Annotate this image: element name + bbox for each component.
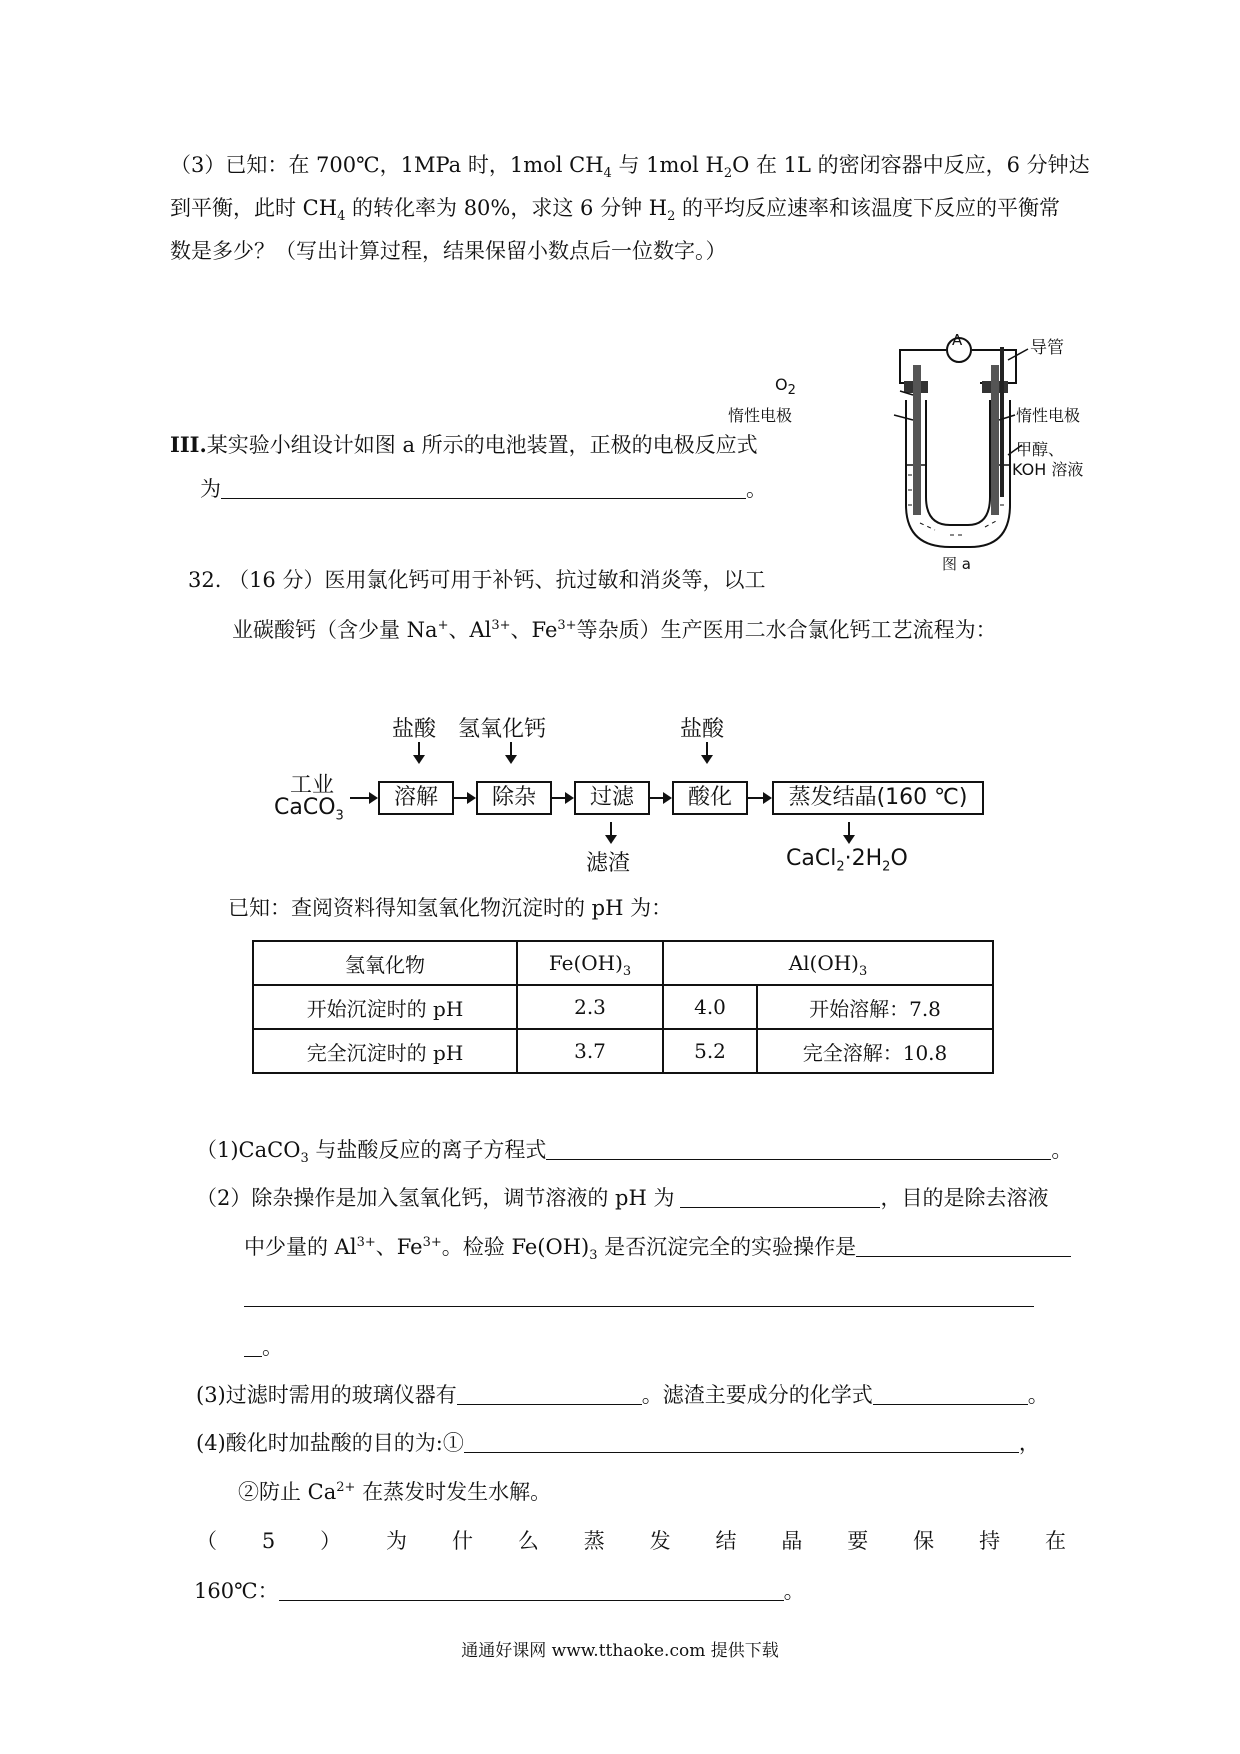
arrow-right-4 <box>648 797 670 799</box>
ph-table <box>252 940 994 1074</box>
part-iii-line2: 为 。 <box>200 477 767 501</box>
table-header-cell: $Al(OH)_3$ <box>663 941 993 985</box>
sub-question-3: (3)过滤时需用的玻璃仪器有 。滤渣主要成分的化学式 。 <box>196 1383 1049 1407</box>
solution-label-1: 甲醇、 <box>1016 440 1065 459</box>
table-row <box>253 941 993 985</box>
arrow-down-2 <box>510 742 512 762</box>
right-electrode-label: 惰性电极 <box>1016 406 1081 425</box>
table-header-cell: 氢氧化物 <box>253 941 517 985</box>
answer-blank-3a[interactable] <box>457 1382 642 1405</box>
answer-blank-4[interactable] <box>464 1430 1019 1453</box>
answer-blank-5[interactable] <box>279 1578 784 1601</box>
answer-blank-2a[interactable] <box>680 1185 880 1208</box>
input-hcl-2: 盐酸 <box>680 717 725 742</box>
step-filter: 过滤 <box>574 781 650 815</box>
start-label-2: CaCO$_3$ <box>274 795 344 824</box>
arrow-down-3 <box>706 742 708 762</box>
sub-question-4-line2: ②防止 $Ca^{2+}$ 在蒸发时发生水解。 <box>238 1480 552 1504</box>
sub-question-2-line3 <box>244 1282 1034 1312</box>
figure-caption: 图 a <box>942 555 971 573</box>
output-product: $CaCl_2\cdot 2H_2O$ <box>786 846 908 875</box>
table-row <box>253 985 993 1029</box>
arrow-right-1 <box>350 797 376 799</box>
arrow-right-3 <box>550 797 572 799</box>
table-cell: 5.2 <box>663 1029 757 1073</box>
step-evaporate-crystallize: 蒸发结晶(160 ℃) <box>772 781 984 815</box>
step-remove-impurity: 除杂 <box>476 781 552 815</box>
solution-label-2: KOH 溶液 <box>1012 460 1084 479</box>
answer-blank-2b[interactable] <box>856 1234 1071 1257</box>
q3-line2: 到平衡，此时 $CH_4$ 的转化率为 80%，求这 6 分钟 $H_2$ 的平均反应速率和该温度下反应的平衡常 <box>170 196 1061 225</box>
q3-line3: 数是多少？（写出计算过程，结果保留小数点后一位数字。） <box>170 239 727 263</box>
sub-question-4-line1: (4)酸化时加盐酸的目的为:① ， <box>196 1431 1040 1455</box>
footer-text: 通通好课网 www.tthaoke.com 提供下载 <box>461 1641 779 1661</box>
answer-blank-1[interactable] <box>546 1137 1051 1160</box>
table-cell: 完全溶解：10.8 <box>757 1029 993 1073</box>
table-cell: 开始溶解：7.8 <box>757 985 993 1029</box>
sub-question-5-line2: 160℃： 。 <box>194 1579 805 1603</box>
ammeter-label: A <box>952 331 963 349</box>
arrow-right-2 <box>452 797 474 799</box>
input-hcl-1: 盐酸 <box>392 717 437 742</box>
sub-question-2-line2: 中少量的 $Al^{3+}$、$Fe^{3+}$。检验 $Fe(OH)_3$ 是否沉淀完全的实验操作是 <box>244 1232 1071 1262</box>
table-cell: 3.7 <box>517 1029 663 1073</box>
table-row <box>253 1029 993 1073</box>
o2-label: $O_2$ <box>775 375 796 399</box>
output-residue: 滤渣 <box>586 851 631 876</box>
answer-blank-2c[interactable] <box>244 1284 1034 1307</box>
u-tube-battery-diagram <box>800 325 1120 575</box>
known-text: 已知：查阅资料得知氢氧化物沉淀时的 pH 为： <box>228 896 673 920</box>
step-dissolve: 溶解 <box>378 781 454 815</box>
arrow-down-1 <box>418 742 420 762</box>
answer-blank-iii[interactable] <box>221 476 746 499</box>
left-electrode-label: 惰性电极 <box>728 406 793 425</box>
answer-blank-3b[interactable] <box>873 1382 1028 1405</box>
part-iii-line1: III.某实验小组设计如图 a 所示的电池装置，正极的电极反应式 <box>170 432 758 457</box>
table-cell: 完全沉淀时的 pH <box>253 1029 517 1073</box>
arrow-down-filter <box>610 822 612 842</box>
table-cell: 2.3 <box>517 985 663 1029</box>
tube-label: 导管 <box>1030 338 1064 358</box>
table-cell: 开始沉淀时的 pH <box>253 985 517 1029</box>
sub-question-2-line4: 。 <box>244 1332 283 1362</box>
step-acidify: 酸化 <box>672 781 748 815</box>
q32-intro-line2: 业碳酸钙（含少量 Na+、$Al^{3+}$、$Fe^{3+}$等杂质）生产医用二水合氯化钙工艺流程为： <box>232 618 997 642</box>
input-caoh2: 氢氧化钙 <box>458 717 547 742</box>
sub-question-1: （1)CaCO$_3$ 与盐酸反应的离子方程式 。 <box>196 1138 1073 1167</box>
answer-blank-2d[interactable] <box>244 1334 262 1357</box>
q32-intro-line1: 32. （16 分）医用氯化钙可用于补钙、抗过敏和消炎等，以工 <box>188 568 766 592</box>
start-label-1: 工业 <box>290 773 335 798</box>
table-header-cell: $Fe(OH)_3$ <box>517 941 663 985</box>
figure-a <box>728 325 1120 575</box>
q3-line1: （3）已知：在 700℃，1MPa 时，1mol $CH_4$ 与 1mol $H_2O$ 在 1L 的密闭容器中反应，6 分钟达 <box>170 153 1090 182</box>
arrow-down-product <box>848 822 850 842</box>
table-cell: 4.0 <box>663 985 757 1029</box>
arrow-right-5 <box>746 797 770 799</box>
sub-question-5-line1: （ 5 ） 为 什 么 蒸 发 结 晶 要 保 持 在 <box>196 1529 1066 1553</box>
sub-question-2-line1: （2）除杂操作是加入氢氧化钙，调节溶液的 pH 为 ，目的是除去溶液 <box>196 1186 1049 1210</box>
